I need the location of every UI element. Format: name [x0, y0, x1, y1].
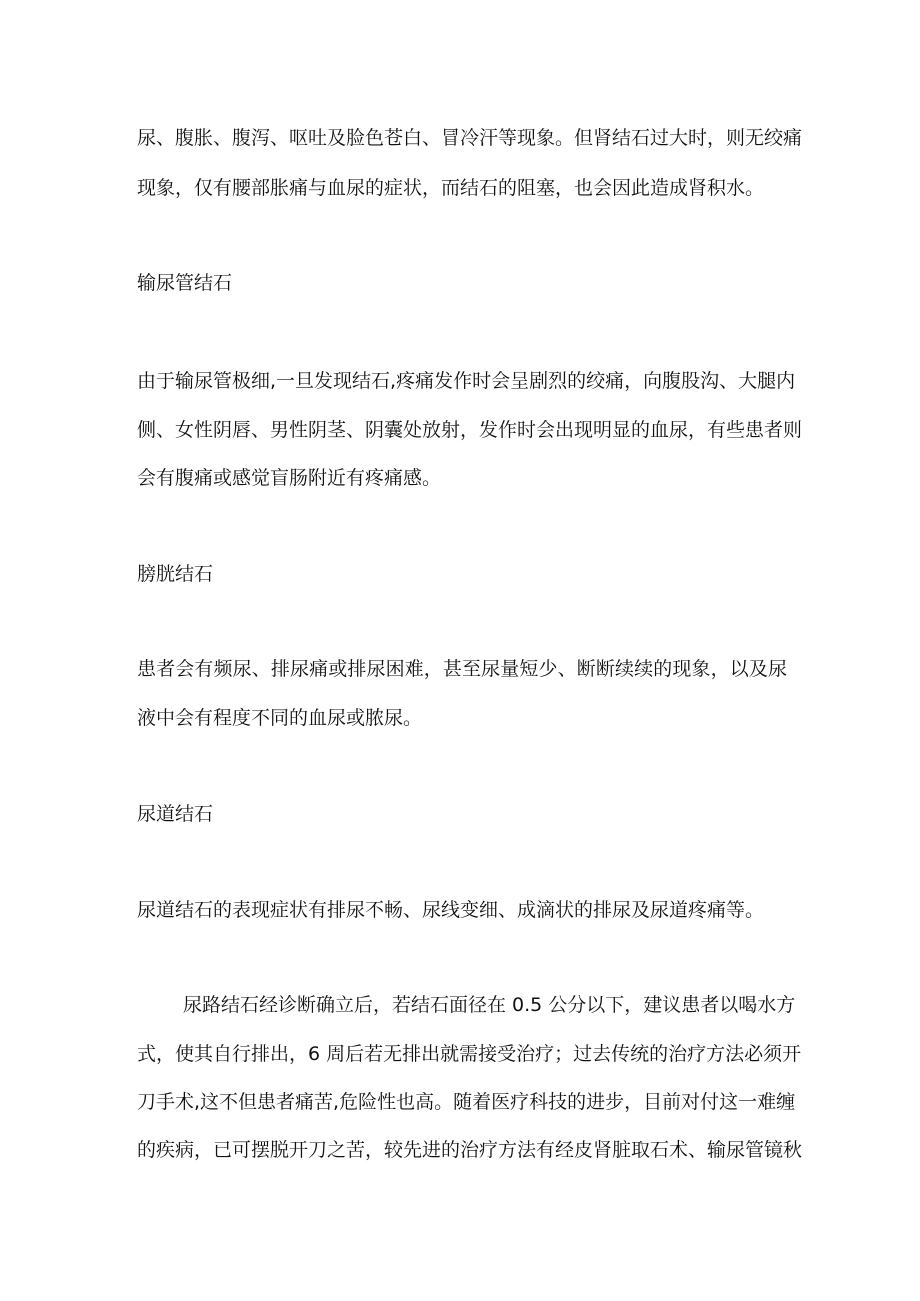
paragraph-line: 尿路结石经诊断确立后，若结石面径在 0.5 公分以下，建议患者以喝水方: [183, 994, 796, 1016]
paragraph-line: 患者会有频尿、排尿痛或排尿困难，甚至尿量短少、断断续续的现象，以及尿: [137, 658, 787, 680]
paragraph-line: 侧、女性阴唇、男性阴茎、阴囊处放射，发作时会出现明显的血尿，有些患者则: [137, 419, 803, 441]
paragraph-line: 式，使其自行排出，6 周后若无排出就需接受治疗；过去传统的治疗方法必须开: [137, 1043, 802, 1065]
section-heading: 输尿管结石: [137, 272, 233, 294]
paragraph-line: 液中会有程度不同的血尿或脓尿。: [137, 707, 423, 729]
paragraph-line: 的疾病，已可摆脱开刀之苦，较先进的治疗方法有经皮肾脏取石术、输尿管镜秋: [137, 1139, 803, 1161]
paragraph-line: 会有腹痛或感觉盲肠附近有疼痛感。: [137, 467, 442, 489]
section-heading: 膀胱结石: [137, 563, 214, 585]
paragraph-line: 由于输尿管极细,一旦发现结石,疼痛发作时会呈剧烈的绞痛，向腹股沟、大腿内: [137, 370, 796, 392]
paragraph-line: 现象，仅有腰部胀痛与血尿的症状，而结石的阻塞，也会因此造成肾积水。: [137, 177, 765, 199]
section-heading: 尿道结石: [137, 803, 214, 825]
paragraph-line: 刀手术,这不但患者痛苦,危险性也高。随着医疗科技的进步，目前对付这一难缠: [137, 1091, 796, 1113]
paragraph-line: 尿、腹胀、腹泻、呕吐及脸色苍白、冒冷汗等现象。但肾结石过大时，则无绞痛: [137, 127, 803, 149]
paragraph-line: 尿道结石的表现症状有排尿不畅、尿线变细、成滴状的排尿及尿道疼痛等。: [137, 899, 765, 921]
